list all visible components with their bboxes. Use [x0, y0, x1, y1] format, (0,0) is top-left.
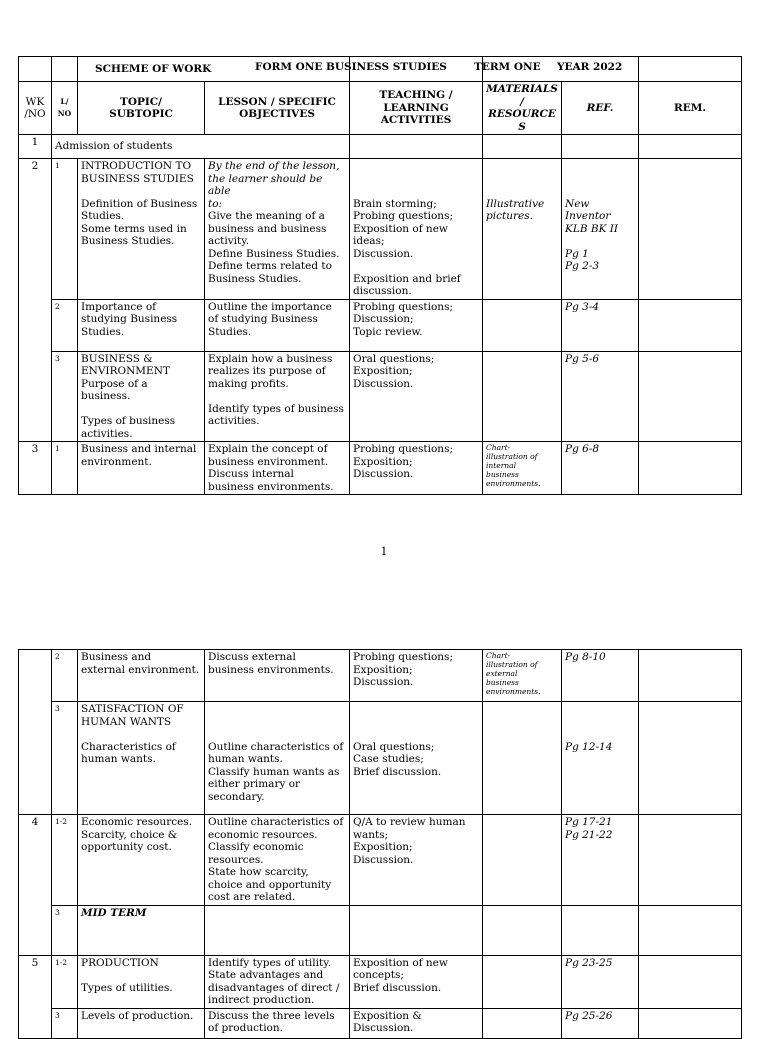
objectives-cell: By the end of the lesson, the learner should be able to: Give the meaning of a business and business activity. Define Business Studies. Define terms related to Business Studies.	[205, 159, 350, 300]
table-row	[19, 955, 742, 1008]
activities-cell: Probing questions; Discussion; Topic review.	[350, 299, 483, 351]
ref-cell: New Inventor KLB BK II Pg 1 Pg 2-3	[562, 159, 639, 300]
rem-cell	[639, 299, 742, 351]
activities-cell: Exposition of new concepts; Brief discussion.	[350, 955, 483, 1008]
ref-cell: Pg 6-8	[562, 442, 639, 495]
objectives-cell: Discuss the three levels of production.	[205, 1008, 350, 1038]
ref-cell: Pg 8-10	[562, 650, 639, 702]
rem-cell	[639, 955, 742, 1008]
topic-cell: Levels of production.	[78, 1008, 205, 1038]
table-row	[19, 135, 742, 159]
header-blank	[19, 57, 52, 82]
rem-cell	[639, 650, 742, 702]
activities-cell: Oral questions; Case studies; Brief discussion.	[350, 702, 483, 815]
rem-cell	[639, 351, 742, 442]
wk-cell: 2	[19, 159, 52, 442]
page-number: 1	[380, 545, 388, 558]
wk-cell: 1	[19, 135, 52, 159]
ref-cell: Pg 25-26	[562, 1008, 639, 1038]
ref-cell: Pg 5-6	[562, 351, 639, 442]
title-subject: FORM ONE BUSINESS STUDIES	[255, 61, 447, 73]
materials-cell	[483, 905, 562, 955]
materials-cell	[483, 351, 562, 442]
header-blank	[52, 57, 78, 82]
table-row	[19, 442, 742, 495]
topic-cell: BUSINESS & ENVIRONMENT Purpose of a business. Types of business activities.	[78, 351, 205, 442]
lno-cell: 3	[52, 1008, 78, 1038]
ref-cell	[562, 905, 639, 955]
ref-cell	[562, 135, 639, 159]
materials-cell	[483, 135, 562, 159]
scheme-table-page-2	[18, 649, 742, 1039]
topic-cell: PRODUCTION Types of utilities.	[78, 955, 205, 1008]
lno-cell: 1-2	[52, 955, 78, 1008]
activities-cell: Probing questions; Exposition; Discussion.	[350, 442, 483, 495]
materials-cell	[483, 1008, 562, 1038]
rem-cell	[639, 159, 742, 300]
materials-cell	[483, 815, 562, 906]
col-wk: WK /NO	[19, 82, 52, 135]
scheme-label: SCHEME OF WORK	[95, 62, 212, 75]
topic-cell: Business and internal environment.	[78, 442, 205, 495]
topic-cell: INTRODUCTION TO BUSINESS STUDIES Definition of Business Studies. Some terms used in Business Studies.	[78, 159, 205, 300]
lno-cell: 3	[52, 905, 78, 955]
table-row	[19, 650, 742, 702]
objectives-cell	[205, 905, 350, 955]
activities-cell: Probing questions; Exposition; Discussion.	[350, 650, 483, 702]
header-blank	[639, 57, 742, 82]
objectives-cell: Identify types of utility. State advantages and disadvantages of direct / indirect production.	[205, 955, 350, 1008]
ref-cell: Pg 3-4	[562, 299, 639, 351]
ref-cell: Pg 23-25	[562, 955, 639, 1008]
materials-cell: Chart- illustration of internal business environments.	[483, 442, 562, 495]
lno-cell: 3	[52, 351, 78, 442]
ref-cell: Pg 17-21 Pg 21-22	[562, 815, 639, 906]
table-row	[19, 159, 742, 300]
materials-cell: Chart- illustration of external business environments.	[483, 650, 562, 702]
activities-cell	[350, 135, 483, 159]
materials-cell	[483, 299, 562, 351]
ref-cell: Pg 12-14	[562, 702, 639, 815]
lno-cell: 1-2	[52, 815, 78, 906]
materials-cell	[483, 702, 562, 815]
col-lno: L/ NO	[52, 82, 78, 135]
topic-cell: Admission of students	[52, 135, 350, 159]
topic-cell: SATISFACTION OF HUMAN WANTS Characteristics of human wants.	[78, 702, 205, 815]
rem-cell	[639, 135, 742, 159]
table-row	[19, 702, 742, 815]
topic-cell: Business and external environment.	[78, 650, 205, 702]
col-ref: REF.	[562, 82, 639, 135]
activities-cell	[350, 905, 483, 955]
activities-cell: Exposition & Discussion.	[350, 1008, 483, 1038]
table-row	[19, 815, 742, 906]
col-materials: MATERIALS / RESOURCE S	[483, 82, 562, 135]
rem-cell	[639, 442, 742, 495]
lno-cell: 1	[52, 159, 78, 300]
table-row	[19, 905, 742, 955]
table-row	[19, 351, 742, 442]
title-year: YEAR 2022	[557, 61, 623, 73]
objectives-cell: Outline the importance of studying Business Studies.	[205, 299, 350, 351]
title-term: TERM ONE	[474, 61, 541, 73]
scheme-table-page-1	[18, 56, 742, 495]
materials-cell	[483, 955, 562, 1008]
materials-cell: Illustrative pictures.	[483, 159, 562, 300]
wk-cell	[19, 650, 52, 815]
wk-cell: 4	[19, 815, 52, 956]
col-rem: REM.	[639, 82, 742, 135]
objectives-cell: Explain how a business realizes its purpose of making profits. Identify types of business activities.	[205, 351, 350, 442]
objectives-cell: Discuss external business environments.	[205, 650, 350, 702]
table-row	[19, 1008, 742, 1038]
rem-cell	[639, 1008, 742, 1038]
col-activities: TEACHING / LEARNING ACTIVITIES	[350, 82, 483, 135]
wk-cell: 3	[19, 442, 52, 495]
topic-cell: Economic resources. Scarcity, choice & opportunity cost.	[78, 815, 205, 906]
objectives-cell: Outline characteristics of human wants. Classify human wants as either primary or secondary.	[205, 702, 350, 815]
objectives-cell: Explain the concept of business environment. Discuss internal business environments.	[205, 442, 350, 495]
topic-cell-midterm: MID TERM	[78, 905, 205, 955]
objectives-cell: Outline characteristics of economic resources. Classify economic resources. State how scarcity, choice and opportunity cost are related.	[205, 815, 350, 906]
wk-cell: 5	[19, 955, 52, 1038]
lno-cell: 1	[52, 442, 78, 495]
rem-cell	[639, 702, 742, 815]
lno-cell: 2	[52, 299, 78, 351]
col-objectives: LESSON / SPECIFIC OBJECTIVES	[205, 82, 350, 135]
table-row	[19, 299, 742, 351]
rem-cell	[639, 815, 742, 906]
topic-cell: Importance of studying Business Studies.	[78, 299, 205, 351]
col-topic: TOPIC/ SUBTOPIC	[78, 82, 205, 135]
lno-cell: 2	[52, 650, 78, 702]
activities-cell: Q/A to review human wants; Exposition; Discussion.	[350, 815, 483, 906]
activities-cell: Oral questions; Exposition; Discussion.	[350, 351, 483, 442]
lno-cell: 3	[52, 702, 78, 815]
activities-cell: Brain storming; Probing questions; Exposition of new ideas; Discussion. Exposition and brief discussion.	[350, 159, 483, 300]
rem-cell	[639, 905, 742, 955]
